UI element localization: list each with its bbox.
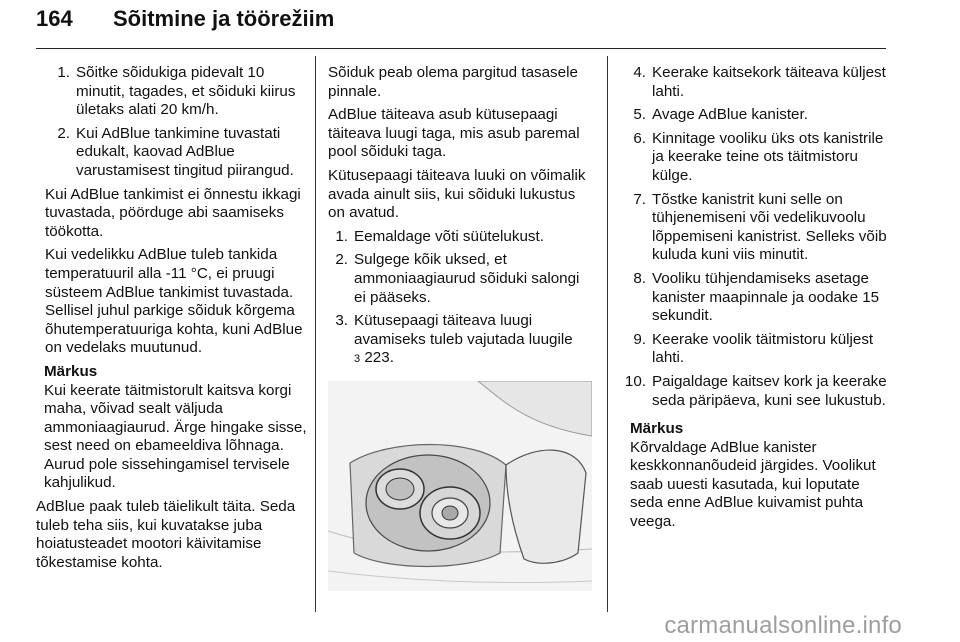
step-text: Keerake voolik täitmistoru küljest lahti. <box>652 330 874 367</box>
watermark: carmanualsonline.info <box>664 612 902 639</box>
steps-list <box>36 64 308 181</box>
step-text: Tõstke kanistrit kuni selle on tühjenemiseni või vedelikuvoolu lõppemiseni kanistrist. Selleks võib kuluda kuni viis minutit. <box>652 190 887 264</box>
column-divider <box>607 56 608 612</box>
paragraph: Kui AdBlue tankimist ei õnnestu ikkagi tuvastada, pöörduge abi saamiseks töökotta. <box>45 185 301 240</box>
step-number: 1. <box>57 64 70 81</box>
paragraph: AdBlue täiteava asub kütusepaagi täiteava luugi taga, mis asub paremal pool sõiduki taga. <box>328 106 580 161</box>
step-text: Sulgege kõik uksed, et ammoniaagiaurud sõiduki salongi ei pääseks. <box>354 251 580 306</box>
step-text: Sõitke sõidukiga pidevalt 10 minutit, tagades, et sõiduki kiirus ületaks alati 20 km/h. <box>76 64 296 119</box>
paragraph: Kütusepaagi täiteava luuki on võimalik avada ainult siis, kui sõiduki lukustus on avatud. <box>328 166 586 222</box>
chapter-title: Sõitmine ja töörežiim <box>113 6 335 31</box>
step-number: 3. <box>335 312 348 330</box>
list-item <box>36 125 308 181</box>
step-text: Kui AdBlue tankimine tuvastati edukalt, kaovad AdBlue varustamisest tingitud piirangud. <box>76 124 294 179</box>
step-number: 8. <box>633 269 646 287</box>
step-number: 2. <box>335 251 348 269</box>
list-item <box>622 64 890 101</box>
step-number: 10. <box>624 372 646 390</box>
fuel-filler-flap-illustration <box>328 381 592 591</box>
note-text: Kui keerate täitmistorult kaitsva korgi maha, võivad sealt väljuda ammoniaagiaurud. Ärge hingake sisse, sest need on ebameeldiva lõhnaga. Aurud pole sissehingamisel tervisele kahjulikud. <box>44 381 307 492</box>
step-text: Eemaldage võti süütelukust. <box>354 227 544 245</box>
paragraph: AdBlue paak tuleb täielikult täita. Seda tuleb teha siis, kui kuvatakse juba hoiatusteadet mootori käivitamise tõkestamise kohta. <box>36 498 296 571</box>
list-item <box>622 191 890 265</box>
list-item <box>622 331 890 368</box>
list-item <box>622 373 890 410</box>
step-text: Paigaldage kaitsev kork ja keerake seda päripäeva, kuni see lukustub. <box>652 372 887 409</box>
page-header <box>36 4 886 49</box>
steps-list <box>328 228 594 369</box>
list-item <box>622 270 890 326</box>
column-divider <box>315 56 316 612</box>
page-number: 164 <box>36 6 73 31</box>
note-text: Kõrvaldage AdBlue kanister keskkonnanõudeid järgides. Voolikut saab uuesti kasutada, kui loputate seda enne AdBlue kuivamist puhta veega. <box>630 438 876 531</box>
step-text: Kinnitage vooliku üks ots kanistrile ja keerake teine ots täitmistoru külge. <box>652 129 884 184</box>
step-number: 6. <box>633 129 646 147</box>
step-number: 4. <box>633 64 646 81</box>
page-reference[interactable] <box>354 349 394 366</box>
reference-arrow-icon: 3 <box>354 353 361 366</box>
list-item <box>328 228 594 247</box>
step-number: 5. <box>633 106 646 124</box>
column-3 <box>622 64 890 537</box>
step-text: Kütusepaagi täiteava luugi avamiseks tuleb vajutada luugile <box>354 312 573 348</box>
list-item <box>328 251 594 307</box>
note-box <box>36 363 308 493</box>
reference-page: 223. <box>364 349 394 367</box>
list-item <box>622 106 890 125</box>
step-number: 1. <box>335 227 348 245</box>
list-item <box>622 130 890 186</box>
paragraph: Kui vedelikku AdBlue tuleb tankida temperatuuril alla -11 °C, ei pruugi süsteem AdBlue tankimist tuvastada. Sellisel juhul parkige sõiduk kõrgema õhutemperatuuriga kohta, kuni AdBlue on vedelaks muutunud. <box>45 246 303 357</box>
paragraph: Sõiduk peab olema pargitud tasasele pinnale. <box>328 64 578 100</box>
note-box <box>622 420 890 532</box>
step-number: 7. <box>633 190 646 208</box>
steps-list <box>622 64 890 410</box>
note-title: Märkus <box>44 362 98 380</box>
step-number: 9. <box>633 330 646 348</box>
list-item <box>36 64 308 120</box>
step-text: Keerake kaitsekork täiteava küljest lahti. <box>652 64 886 100</box>
column-1 <box>36 64 308 577</box>
column-2 <box>328 64 594 591</box>
step-number: 2. <box>57 124 70 142</box>
note-title: Märkus <box>630 420 684 438</box>
step-text: Vooliku tühjendamiseks asetage kanister maapinnale ja oodake 15 sekundit. <box>652 269 880 325</box>
step-text: Avage AdBlue kanister. <box>652 106 808 124</box>
filler-neck-drawing-icon <box>328 381 592 591</box>
list-item <box>328 312 594 369</box>
